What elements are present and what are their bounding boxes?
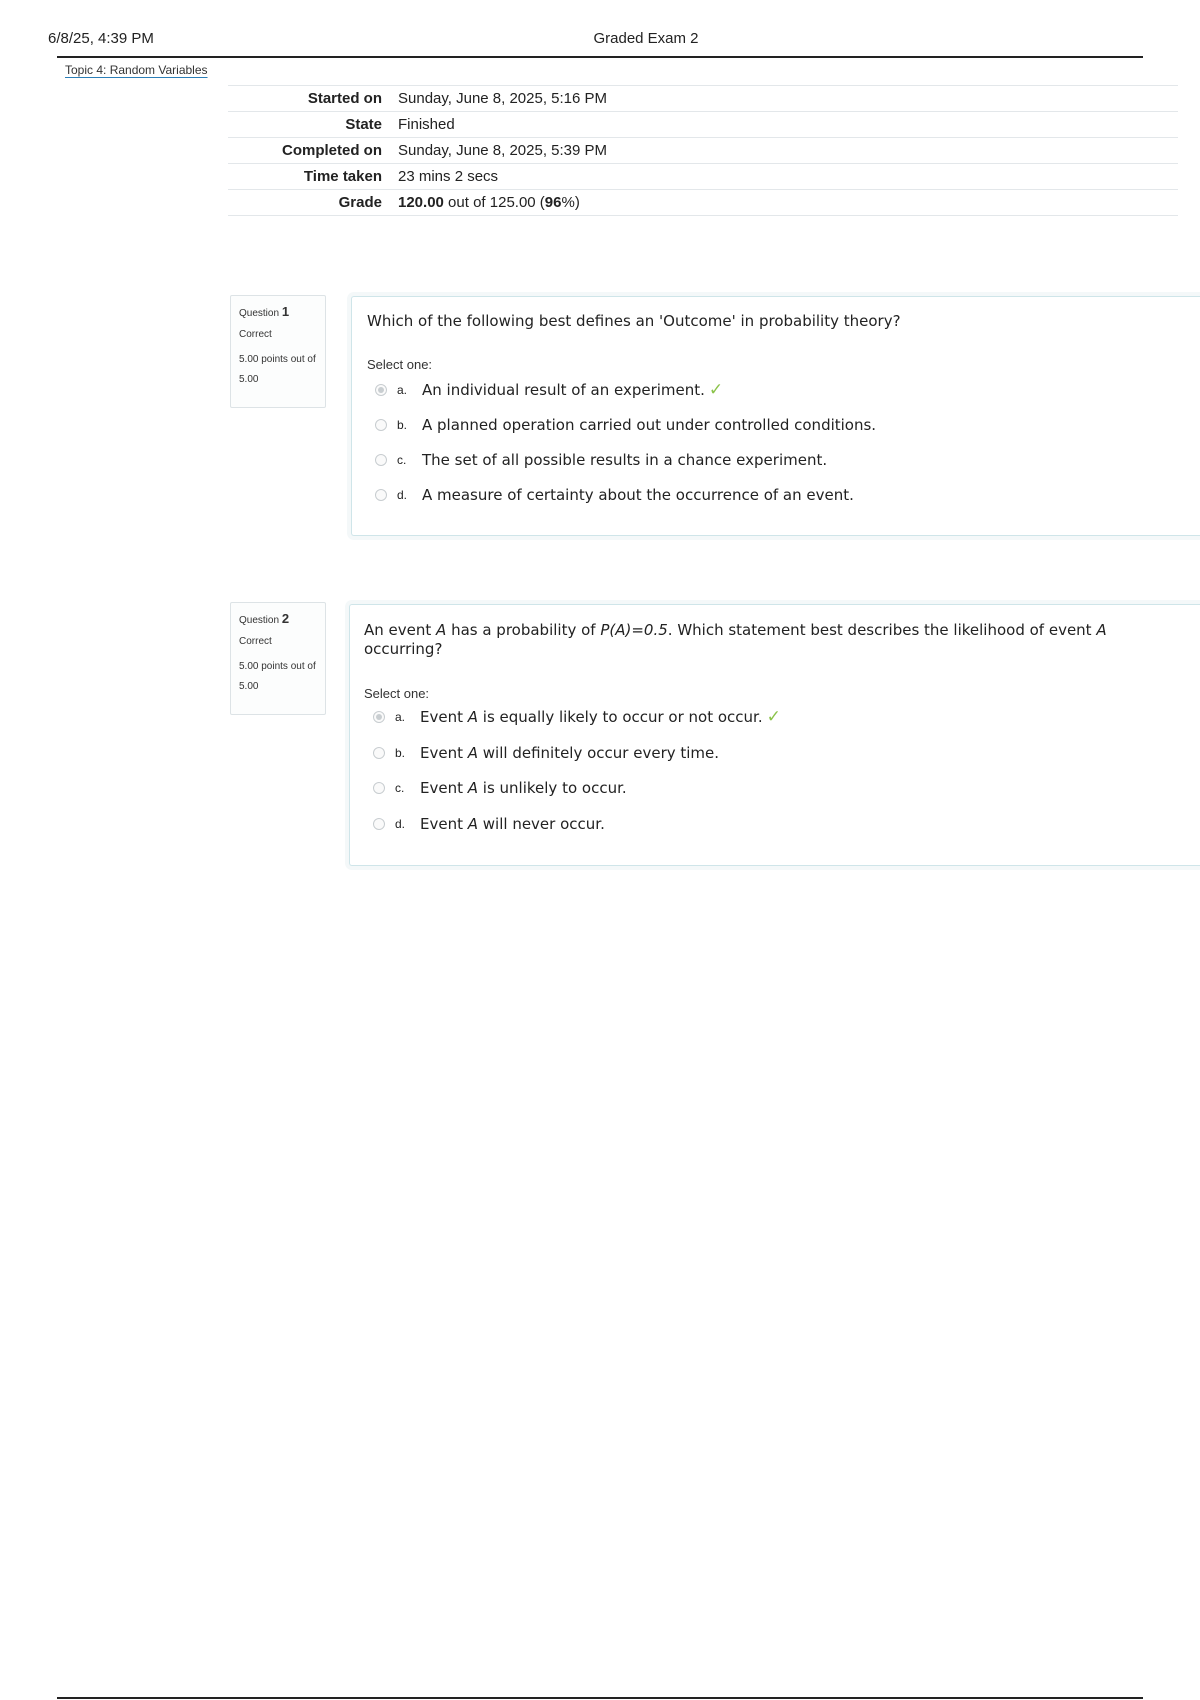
math-var: A [1096, 621, 1107, 639]
summary-row-grade [228, 190, 1178, 216]
summary-label: Time taken [228, 164, 398, 190]
radio-button[interactable] [375, 419, 387, 431]
header-divider [57, 56, 1143, 58]
radio-button[interactable] [373, 782, 385, 794]
summary-row-completed [228, 138, 1178, 164]
option-text: The set of all possible results in a chance experiment. [422, 451, 828, 469]
question-label: Question [239, 308, 280, 319]
question-info-2 [230, 602, 326, 715]
option-letter: b. [395, 746, 406, 760]
page-title: Graded Exam 2 [593, 30, 699, 47]
summary-value: Sunday, June 8, 2025, 5:39 PM [398, 138, 1178, 164]
option-text-post: will never occur. [478, 815, 605, 833]
math-var: A [467, 744, 479, 762]
footer-divider [57, 1697, 1143, 1699]
question-text: Which of the following best defines an 'Outcome' in probability theory? [367, 312, 901, 330]
math-var: A [467, 708, 479, 726]
answer-option-b[interactable] [375, 414, 876, 436]
question-label: Question [239, 615, 280, 626]
question-points: 5.00 points out of 5.00 [239, 661, 316, 692]
answer-option-d[interactable] [373, 813, 605, 835]
summary-row-started [228, 86, 1178, 112]
summary-label: Grade [228, 190, 398, 216]
option-text-pre: Event [420, 779, 468, 797]
question-status: Correct [239, 636, 272, 647]
text-part: . Which statement best describes the likelihood of event [667, 621, 1097, 639]
summary-value: Finished [398, 112, 1178, 138]
radio-button[interactable] [373, 818, 385, 830]
select-one-label: Select one: [367, 357, 433, 372]
option-letter: c. [395, 781, 405, 795]
radio-button[interactable] [375, 489, 387, 501]
question-points: 5.00 points out of 5.00 [239, 354, 316, 385]
option-text-post: is unlikely to occur. [478, 779, 627, 797]
grade-end: %) [561, 194, 580, 211]
print-datetime: 6/8/25, 4:39 PM [48, 30, 154, 47]
option-text-post: will definitely occur every time. [478, 744, 720, 762]
option-text: A measure of certainty about the occurrence of an event. [422, 486, 854, 504]
question-number [239, 304, 325, 319]
summary-value: 23 mins 2 secs [398, 164, 1178, 190]
summary-row-time [228, 164, 1178, 190]
radio-button[interactable] [375, 454, 387, 466]
option-letter: c. [397, 453, 407, 467]
radio-button[interactable] [373, 747, 385, 759]
answer-option-a[interactable] [375, 379, 723, 401]
option-letter: a. [397, 383, 408, 397]
text-part: has a probability of [446, 621, 601, 639]
breadcrumb-link[interactable]: Topic 4: Random Variables [65, 63, 208, 77]
question-status: Correct [239, 329, 272, 340]
option-text [420, 708, 763, 726]
math-var: A [467, 815, 479, 833]
option-text-pre: Event [420, 744, 468, 762]
question-number [239, 611, 325, 626]
answer-option-a[interactable] [373, 706, 781, 728]
check-icon: ✓ [766, 707, 781, 727]
grade-percent: 96 [544, 194, 562, 211]
grade-score: 120.00 [398, 194, 444, 211]
answer-option-c[interactable] [373, 777, 627, 799]
math-var: A [436, 621, 447, 639]
summary-value: Sunday, June 8, 2025, 5:16 PM [398, 86, 1178, 112]
answer-option-b[interactable] [373, 742, 719, 764]
summary-label: Completed on [228, 138, 398, 164]
question-number-value: 2 [281, 611, 290, 626]
option-text [420, 815, 605, 833]
question-text [364, 621, 1124, 659]
grade-value [398, 190, 1178, 216]
option-text: An individual result of an experiment. [422, 381, 705, 399]
option-text-pre: Event [420, 815, 468, 833]
summary-row-state [228, 112, 1178, 138]
option-letter: a. [395, 710, 406, 724]
option-letter: d. [395, 817, 406, 831]
text-part: occurring? [364, 640, 443, 658]
option-text [420, 779, 627, 797]
attempt-summary-table [228, 85, 1178, 216]
radio-button[interactable] [373, 711, 385, 723]
select-one-label: Select one: [364, 686, 430, 701]
question-info-1 [230, 295, 326, 408]
text-part: An event [364, 621, 437, 639]
grade-outof: out of 125.00 ( [443, 194, 545, 211]
radio-button[interactable] [375, 384, 387, 396]
option-letter: b. [397, 418, 408, 432]
answer-option-d[interactable] [375, 484, 854, 506]
math-var: A [467, 779, 479, 797]
answer-option-c[interactable] [375, 449, 827, 471]
check-icon: ✓ [708, 380, 724, 400]
option-text-pre: Event [420, 708, 468, 726]
option-letter: d. [397, 488, 408, 502]
question-number-value: 1 [281, 304, 290, 319]
option-text [420, 744, 719, 762]
summary-label: State [228, 112, 398, 138]
option-text: A planned operation carried out under controlled conditions. [422, 416, 877, 434]
math-expression: P(A)=0.5 [600, 621, 668, 639]
summary-label: Started on [228, 86, 398, 112]
option-text-post: is equally likely to occur or not occur. [478, 708, 763, 726]
